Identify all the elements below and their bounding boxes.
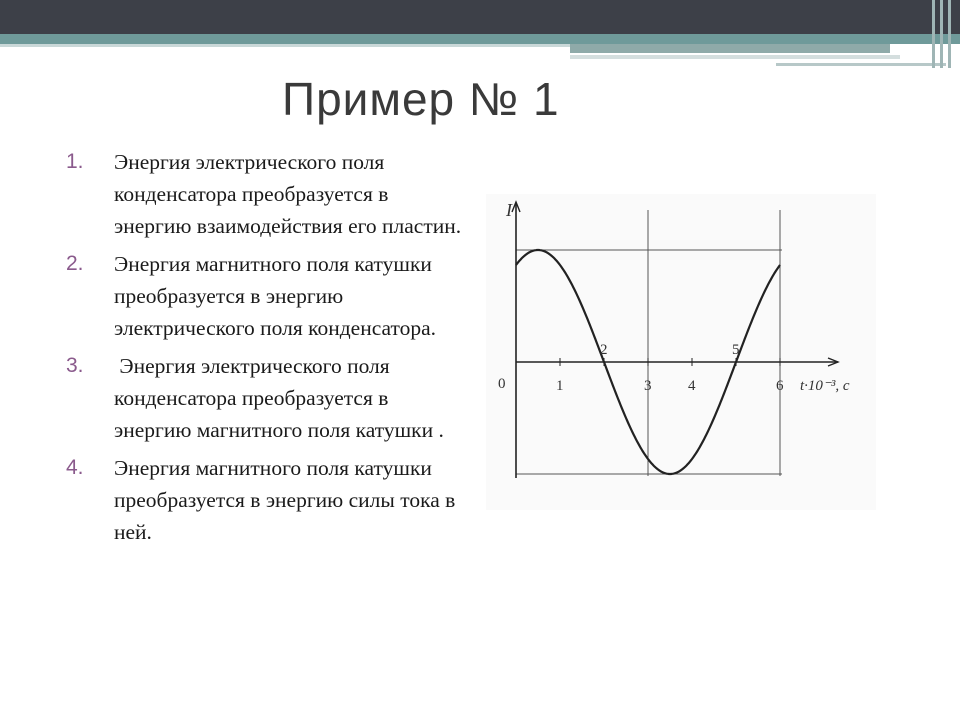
- item-text: Энергия электрического поля конденсатора преобразуется в энергию взаимодействия его пластин.: [114, 150, 462, 238]
- item-number: 1.: [66, 150, 84, 173]
- y-axis-label: I: [506, 200, 512, 220]
- origin-label: 0: [498, 376, 506, 392]
- answer-item: [66, 146, 466, 242]
- x-tick-label: 1: [556, 378, 564, 394]
- answer-item: [66, 248, 466, 344]
- answer-item: [66, 452, 466, 548]
- item-text: Энергия магнитного поля катушки преобразуется в энергию электрического поля конденсатора.: [114, 252, 437, 340]
- header-stripe: [0, 34, 960, 44]
- answer-list: [66, 146, 466, 554]
- x-axis-label: t·10⁻³, с: [800, 378, 850, 394]
- item-number: 3.: [66, 354, 84, 377]
- item-number: 4.: [66, 456, 84, 479]
- x-tick-labels: [556, 378, 784, 394]
- crossing-label: 5: [732, 342, 740, 358]
- x-tick-label: 3: [644, 378, 652, 394]
- header-stripe-right-accent: [776, 63, 946, 66]
- header-stripe-light: [0, 44, 570, 47]
- item-text: Энергия электрического поля конденсатора преобразуется в энергию магнитного поля катушки .: [114, 354, 444, 442]
- current-graph: [486, 194, 876, 510]
- slide-title: Пример № 1: [282, 73, 560, 125]
- x-tick-label: 4: [688, 378, 696, 394]
- header-stripe-right: [570, 44, 890, 53]
- item-text: Энергия магнитного поля катушки преобразуется в энергию силы тока в ней.: [114, 456, 456, 544]
- zero-crossing-labels: [600, 342, 740, 358]
- header-stripe-right-thin: [570, 55, 900, 59]
- answer-item: [66, 350, 466, 446]
- x-tick-label: 6: [776, 378, 784, 394]
- crossing-label: 2: [600, 342, 608, 358]
- graph-axes: [512, 202, 838, 478]
- corner-decoration: [926, 0, 960, 70]
- top-bar: [0, 0, 960, 34]
- item-number: 2.: [66, 252, 84, 275]
- current-graph-svg: [486, 194, 876, 510]
